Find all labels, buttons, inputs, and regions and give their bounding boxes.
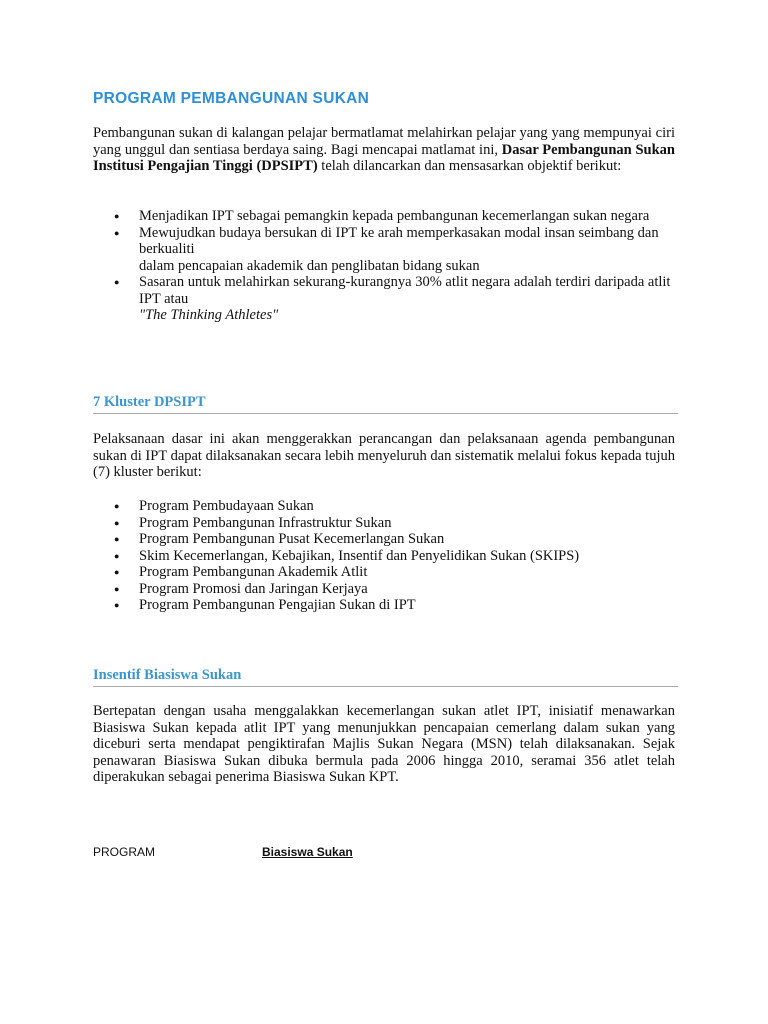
intro-bold-policy: Dasar Pembangunan Sukan Institusi Pengajian Tinggi (DPSIPT) (93, 141, 675, 174)
program-label: PROGRAM (93, 845, 156, 859)
list-item: ● Program Pembangunan Pengajian Sukan di IPT (93, 597, 675, 614)
section-divider (93, 413, 678, 414)
intro-paragraph (93, 125, 675, 175)
objective-text-continued: dalam pencapaian akademik dan penglibatan bidang sukan (139, 257, 480, 274)
intro-text-2: telah dilancarkan dan mensasarkan objektif berikut: (317, 158, 622, 174)
list-item: ● Program Promosi dan Jaringan Kerjaya (93, 581, 675, 598)
list-item: ● Program Pembangunan Infrastruktur Sukan (93, 515, 675, 532)
list-item: ● Program Pembudayaan Sukan (93, 498, 675, 515)
list-item: ● Program Pembangunan Akademik Atlit (93, 564, 675, 581)
list-item: ● Program Pembangunan Pusat Kecemerlangan Sukan (93, 531, 675, 548)
clusters-list (93, 498, 675, 614)
section-title-clusters: 7 Kluster DPSIPT (93, 394, 206, 410)
list-item: ● Skim Kecemerlangan, Kebajikan, Insentif dan Penyelidikan Sukan (SKIPS) (93, 548, 675, 565)
list-item (93, 225, 675, 275)
section-divider (93, 686, 678, 687)
program-value: Biasiswa Sukan (262, 845, 353, 859)
page-title: PROGRAM PEMBANGUNAN SUKAN (93, 90, 370, 107)
list-item (93, 274, 675, 324)
objective-text: Mewujudkan budaya bersukan di IPT ke arah memperkasakan modal insan seimbang dan berkualiti (139, 224, 659, 257)
objectives-list (93, 208, 675, 324)
list-item (93, 208, 675, 225)
objective-text: Menjadikan IPT sebagai pemangkin kepada pembangunan kecemerlangan sukan negara (139, 208, 650, 224)
scholarship-paragraph: Bertepatan dengan usaha menggalakkan kecemerlangan sukan atlet IPT, inisiatif menawarkan Biasiswa Sukan kepada atlit IPT yang menunjukkan pencapaian cemerlang dalam sukan yang diceburi serta mendapat pengiktirafan Majlis Sukan Negara (MSN) telah dilaksanakan. Sejak penawaran Biasiswa Sukan dibuka bermula pada 2006 hingga 2010, seramai 356 atlet telah diperakukan sebagai penerima Biasiswa Sukan KPT. (93, 703, 675, 785)
intro-text-1: Pembangunan sukan di kalangan pelajar bermatlamat melahirkan pelajar yang yang mempunyai ciri yang unggul dan sentiasa berdaya saing. Bagi mencapai matlamat ini, (93, 125, 675, 158)
objective-quote: "The Thinking Athletes" (139, 307, 279, 323)
clusters-paragraph: Pelaksanaan dasar ini akan menggerakkan perancangan dan pelaksanaan agenda pembangunan sukan di IPT dapat dilaksanakan secara lebih menyeluruh dan sistematik melalui fokus kepada tujuh (7) kluster berikut: (93, 431, 675, 480)
section-title-scholarship: Insentif Biasiswa Sukan (93, 667, 242, 683)
objective-text: Sasaran untuk melahirkan sekurang-kurangnya 30% atlit negara adalah terdiri daripada atlit IPT atau (139, 274, 671, 307)
